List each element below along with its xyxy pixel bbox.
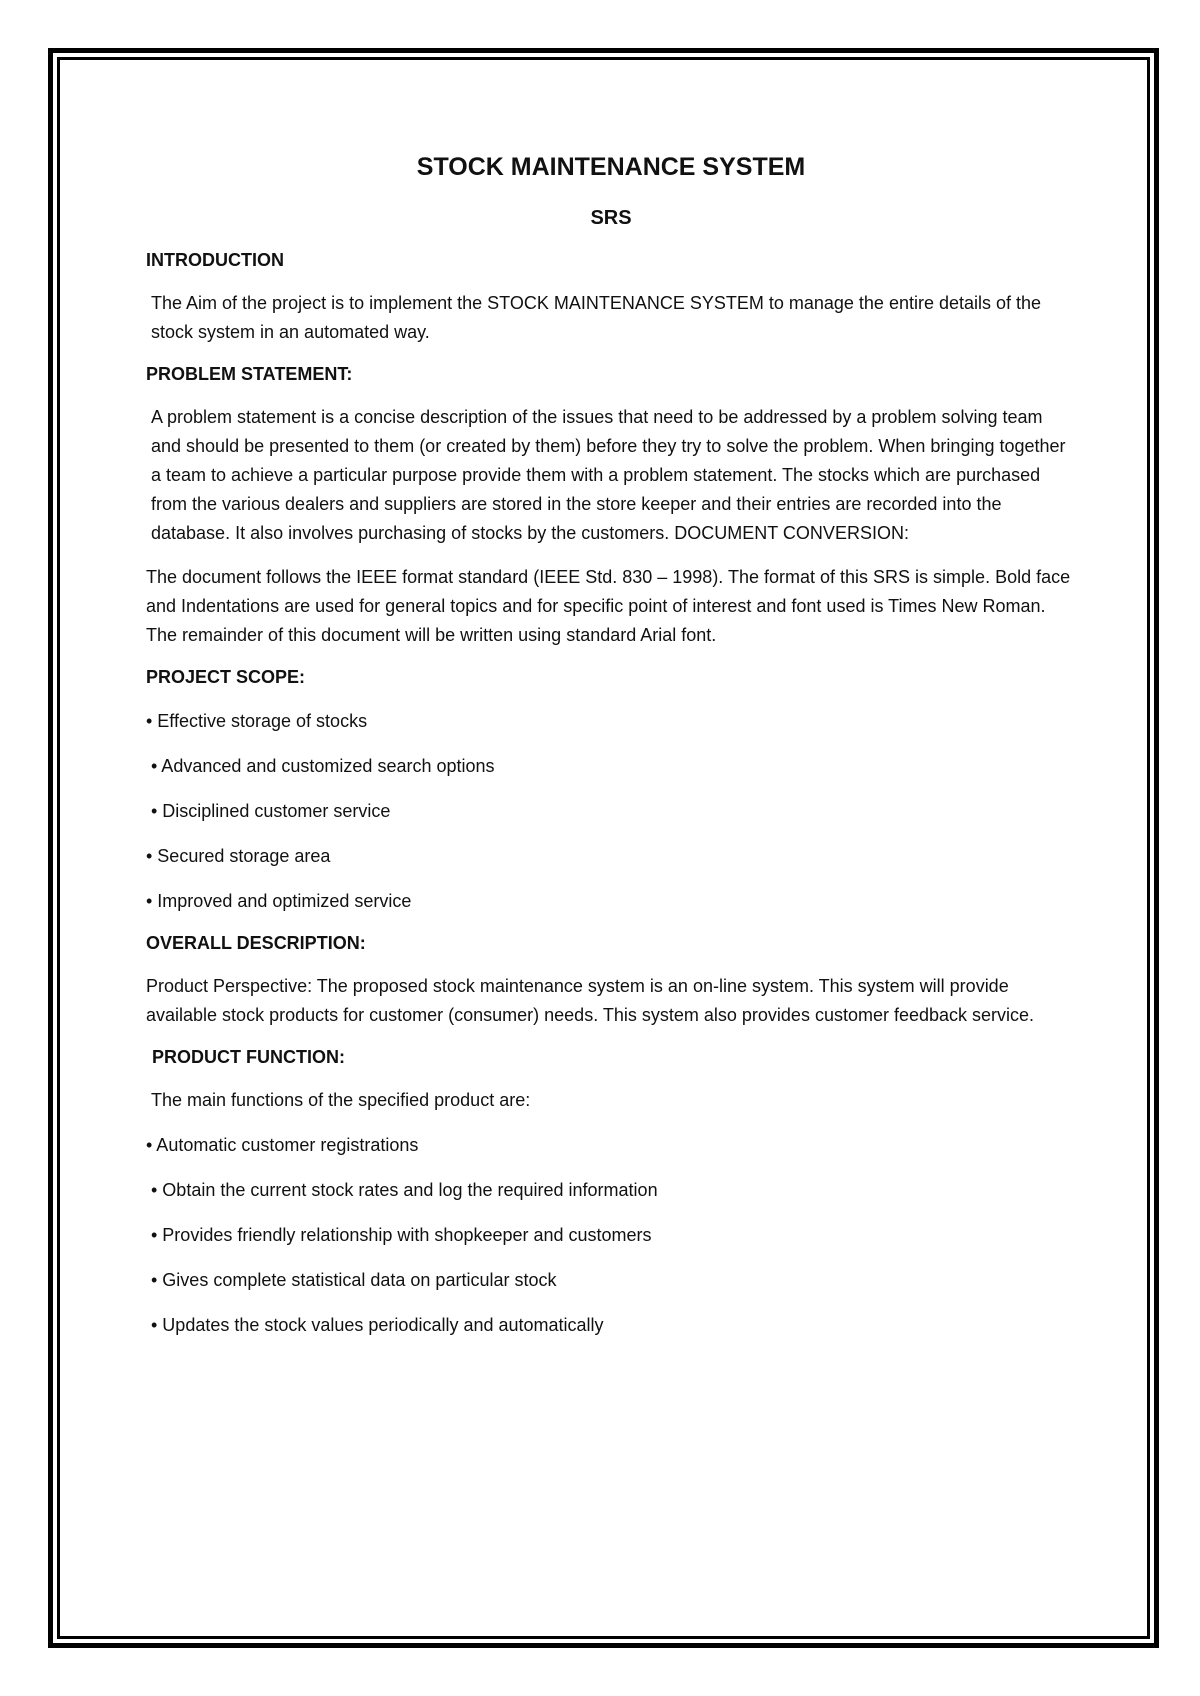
overall-description-text: Product Perspective: The proposed stock maintenance system is an on-line system. This system will provide available stock products for customer (consumer) needs. This system also provides customer feedback service.	[146, 976, 1035, 1025]
introduction-text: The Aim of the project is to implement the STOCK MAINTENANCE SYSTEM to manage the entire details of the stock system in an automated way.	[151, 293, 1042, 342]
document-conversion-text: The document follows the IEEE format standard (IEEE Std. 830 – 1998). The format of this SRS is simple. Bold face and Indentations are used for general topics and for specific point of interest and font used is Times New Roman. The remainder of this document will be written using standard Arial font.	[146, 567, 1071, 645]
function-item: • Obtain the current stock rates and log the required information	[151, 1180, 658, 1200]
scope-item: • Disciplined customer service	[151, 801, 391, 821]
project-scope-heading: PROJECT SCOPE:	[146, 667, 306, 687]
product-function-heading: PRODUCT FUNCTION:	[152, 1047, 345, 1067]
problem-statement-text: A problem statement is a concise description of the issues that need to be addressed by a problem solving team and should be presented to them (or created by them) before they try to solve the problem. When bringing together a team to achieve a particular purpose provide them with a problem statement. The stocks which are purchased from the various dealers and suppliers are stored in the store keeper and their entries are recorded into the database. It also involves purchasing of stocks by the customers. DOCUMENT CONVERSION:	[151, 407, 1066, 543]
introduction-heading: INTRODUCTION	[146, 250, 284, 270]
function-item: • Updates the stock values periodically and automatically	[151, 1315, 604, 1335]
scope-item: • Improved and optimized service	[146, 891, 412, 911]
document-subtitle: SRS	[590, 207, 632, 229]
scope-item: • Advanced and customized search options	[151, 756, 495, 776]
function-item: • Gives complete statistical data on particular stock	[151, 1270, 557, 1290]
problem-statement-heading: PROBLEM STATEMENT:	[146, 364, 353, 384]
scope-item: • Secured storage area	[146, 846, 331, 866]
document-title: STOCK MAINTENANCE SYSTEM	[416, 153, 806, 181]
product-function-intro: The main functions of the specified product are:	[151, 1090, 531, 1110]
function-item: • Automatic customer registrations	[146, 1135, 419, 1155]
overall-description-heading: OVERALL DESCRIPTION:	[146, 933, 366, 953]
function-item: • Provides friendly relationship with shopkeeper and customers	[151, 1225, 652, 1245]
document-body	[146, 145, 1076, 1340]
scope-item: • Effective storage of stocks	[146, 711, 368, 731]
